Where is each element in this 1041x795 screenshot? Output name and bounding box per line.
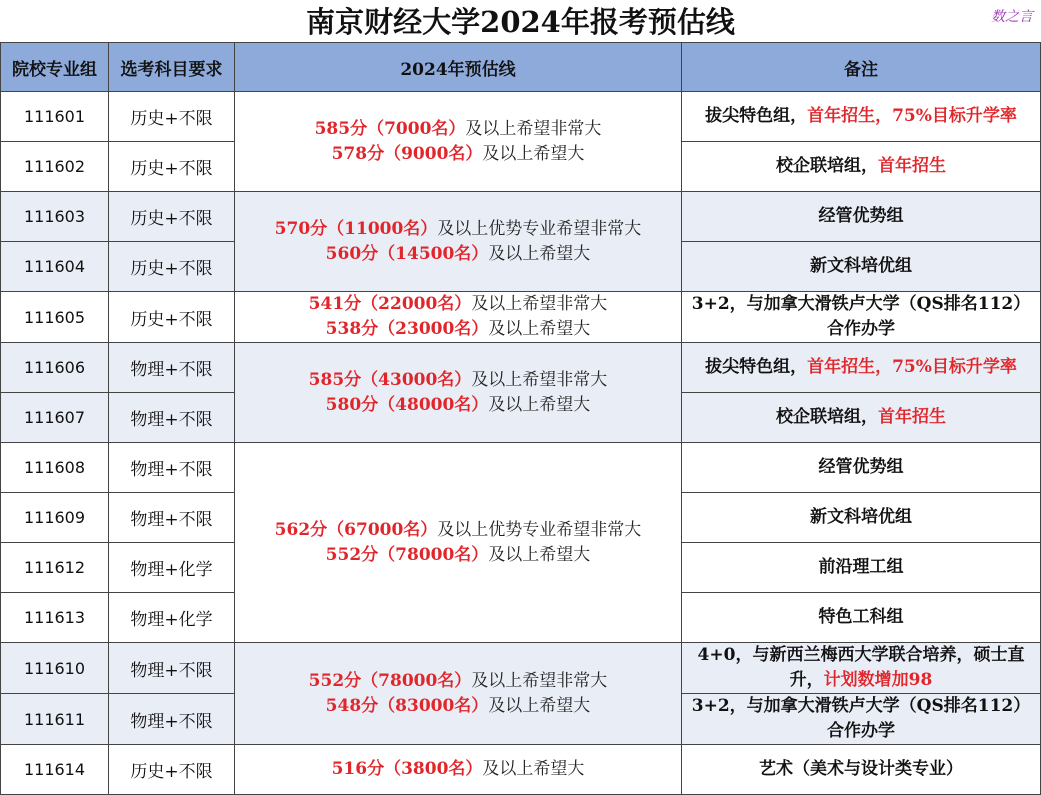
table-row: [1, 292, 1041, 343]
group-code-cell: 111602: [1, 142, 109, 192]
note-highlight: 计划数增加98: [823, 670, 933, 690]
note-text: 新文科培优组: [810, 507, 912, 527]
note-cell: [682, 92, 1041, 142]
subject-cell: 历史+不限: [109, 292, 235, 343]
estimate-text: 及以上希望非常大: [471, 369, 608, 390]
estimate-line: [235, 669, 681, 694]
estimate-score: 585分（7000名）: [314, 118, 466, 139]
estimate-cell: [235, 192, 682, 292]
subject-cell: 物理+不限: [109, 643, 235, 694]
group-code-cell: 111607: [1, 393, 109, 443]
group-code-cell: 111608: [1, 443, 109, 493]
estimate-cell: [235, 292, 682, 343]
group-code-cell: 111601: [1, 92, 109, 142]
estimate-line: [235, 518, 681, 543]
estimate-score: 570分（11000名）: [274, 218, 438, 239]
watermark: 数之言: [991, 9, 1033, 25]
estimate-text: 及以上希望大: [482, 143, 585, 164]
estimate-score: 552分（78000名）: [325, 544, 489, 565]
estimate-text: 及以上优势专业希望非常大: [437, 519, 642, 540]
group-code-cell: 111606: [1, 343, 109, 393]
table-row: [1, 643, 1041, 694]
estimate-text: 及以上希望大: [488, 319, 591, 339]
subject-cell: 物理+不限: [109, 443, 235, 493]
table-body: [1, 92, 1041, 795]
note-highlight: 首年招生: [878, 156, 946, 176]
estimate-score: 580分（48000名）: [325, 394, 489, 415]
note-text: 特色工科组: [818, 607, 904, 627]
subject-cell: 物理+不限: [109, 343, 235, 393]
estimate-cell: [235, 745, 682, 795]
group-code-cell: 111604: [1, 242, 109, 292]
estimate-score: 562分（67000名）: [274, 519, 438, 540]
group-code-cell: 111612: [1, 543, 109, 593]
header-group: 院校专业组: [1, 43, 109, 92]
note-text: 新文科培优组: [810, 256, 912, 276]
note-cell: [682, 543, 1041, 593]
note-cell: [682, 343, 1041, 393]
note-cell: [682, 443, 1041, 493]
table-row: [1, 92, 1041, 142]
group-code-cell: 111603: [1, 192, 109, 242]
note-text: 前沿理工组: [818, 557, 904, 577]
note-cell: [682, 292, 1041, 343]
subject-cell: 物理+不限: [109, 493, 235, 543]
estimate-line: [235, 292, 681, 317]
note-text: 校企联培组，: [776, 156, 878, 176]
note-cell: [682, 242, 1041, 292]
subject-cell: 历史+不限: [109, 142, 235, 192]
page-title: 南京财经大学2024年报考预估线: [306, 5, 735, 39]
note-highlight: 首年招生: [878, 407, 946, 427]
subject-cell: 物理+化学: [109, 543, 235, 593]
header-note: 备注: [682, 43, 1041, 92]
subject-cell: 历史+不限: [109, 92, 235, 142]
estimate-text: 及以上希望大: [488, 544, 591, 565]
group-code-cell: 111605: [1, 292, 109, 343]
note-highlight: 首年招生，75%目标升学率: [807, 106, 1017, 126]
header-estimate: 2024年预估线: [235, 43, 682, 92]
table-row: [1, 343, 1041, 393]
note-cell: [682, 643, 1041, 694]
note-text: 拔尖特色组，: [705, 357, 808, 377]
estimate-text: 及以上希望非常大: [471, 670, 608, 691]
estimate-score: 541分（22000名）: [308, 294, 472, 314]
note-text: 3+2，与加拿大滑铁卢大学（QS排名112）合作办学: [691, 696, 1031, 741]
note-text: 拔尖特色组，: [705, 106, 808, 126]
estimate-line: [235, 393, 681, 418]
estimate-cell: [235, 92, 682, 192]
subject-cell: 历史+不限: [109, 745, 235, 795]
group-code-cell: 111613: [1, 593, 109, 643]
estimate-line: [235, 217, 681, 242]
note-text: 4+0，与新西兰梅西大学联合培养，硕士直升，: [697, 645, 1025, 690]
estimate-line: [235, 694, 681, 719]
subject-cell: 物理+不限: [109, 694, 235, 745]
estimate-score: 552分（78000名）: [308, 670, 472, 691]
group-code-cell: 111610: [1, 643, 109, 694]
estimate-text: 及以上希望大: [488, 394, 591, 415]
estimate-text: 及以上希望非常大: [465, 118, 602, 139]
table-header-row: [1, 43, 1041, 92]
table-row: [1, 443, 1041, 493]
subject-cell: 物理+不限: [109, 393, 235, 443]
note-cell: [682, 142, 1041, 192]
estimate-score: 516分（3800名）: [331, 759, 483, 779]
estimate-line: [235, 317, 681, 342]
estimate-score: 578分（9000名）: [331, 143, 483, 164]
header-subject: 选考科目要求: [109, 43, 235, 92]
subject-cell: 历史+不限: [109, 192, 235, 242]
table-row: [1, 745, 1041, 795]
estimate-cell: [235, 643, 682, 745]
estimate-line: [235, 242, 681, 267]
estimate-line: [235, 142, 681, 167]
note-highlight: 首年招生，75%目标升学率: [807, 357, 1017, 377]
note-text: 经管优势组: [818, 457, 904, 477]
note-text: 经管优势组: [818, 206, 904, 226]
note-cell: [682, 493, 1041, 543]
estimate-line: [235, 117, 681, 142]
estimate-cell: [235, 343, 682, 443]
estimate-text: 及以上优势专业希望非常大: [437, 218, 642, 239]
note-text: 3+2，与加拿大滑铁卢大学（QS排名112）合作办学: [691, 294, 1031, 339]
subject-cell: 历史+不限: [109, 242, 235, 292]
estimate-text: 及以上希望大: [482, 759, 585, 779]
group-code-cell: 111609: [1, 493, 109, 543]
note-cell: [682, 593, 1041, 643]
estimate-text: 及以上希望大: [488, 695, 591, 716]
estimate-text: 及以上希望非常大: [471, 294, 608, 314]
estimate-score: 560分（14500名）: [325, 243, 489, 264]
note-text: 艺术（美术与设计类专业）: [759, 759, 963, 779]
estimate-text: 及以上希望大: [488, 243, 591, 264]
estimate-line: [235, 368, 681, 393]
table-row: [1, 192, 1041, 242]
note-cell: [682, 192, 1041, 242]
note-cell: [682, 745, 1041, 795]
group-code-cell: 111614: [1, 745, 109, 795]
estimate-score: 538分（23000名）: [325, 319, 489, 339]
estimate-score: 548分（83000名）: [325, 695, 489, 716]
estimate-score: 585分（43000名）: [308, 369, 472, 390]
estimate-line: [235, 757, 681, 782]
subject-cell: 物理+化学: [109, 593, 235, 643]
note-text: 校企联培组，: [776, 407, 878, 427]
note-cell: [682, 694, 1041, 745]
group-code-cell: 111611: [1, 694, 109, 745]
note-cell: [682, 393, 1041, 443]
estimate-cell: [235, 443, 682, 643]
estimate-line: [235, 543, 681, 568]
estimate-table: [0, 42, 1041, 795]
